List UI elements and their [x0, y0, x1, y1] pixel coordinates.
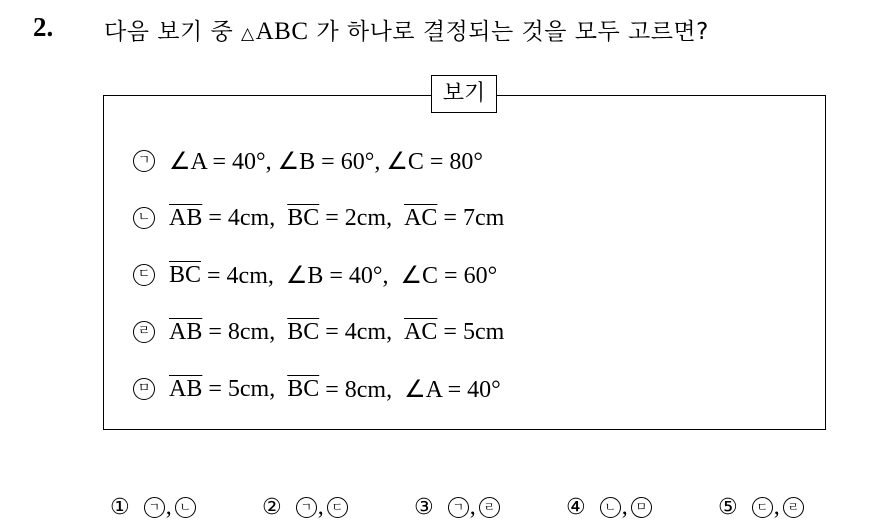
choice-5-number: ⑤ [718, 495, 738, 520]
choice-1-mark-b: ㄴ [175, 497, 196, 518]
condition-2-value-3: = 7cm [437, 204, 505, 231]
choice-5-mark-a: ㄷ [752, 497, 773, 518]
choice-4-separator: , [621, 494, 628, 520]
segment-ab: $\overline{AB}$ [169, 204, 203, 231]
choice-5[interactable] [718, 494, 804, 521]
condition-1-text: ∠A = 40°, ∠B = 60°, ∠C = 80° [169, 148, 483, 175]
question-text-before: 다음 보기 중 [104, 19, 242, 45]
condition-2-value-2: = 2cm, [319, 204, 405, 231]
condition-3-value-1: = 4cm, ∠B = 40°, ∠C = 60° [201, 262, 498, 289]
segment-bc: $\overline{BC}$ [287, 375, 320, 402]
condition-1 [133, 145, 483, 177]
condition-5 [133, 373, 501, 405]
segment-bc: $\overline{BC}$ [169, 261, 202, 288]
answer-choices [0, 494, 884, 524]
example-box-label: 보기 [431, 75, 497, 113]
choice-2-mark-a: ㄱ [296, 497, 317, 518]
condition-5-mark: ㅁ [133, 378, 155, 400]
choice-4-mark-a: ㄴ [600, 497, 621, 518]
triangle-name: ABC [255, 18, 309, 45]
segment-bc: $\overline{BC}$ [287, 318, 320, 345]
condition-3-mark: ㄷ [133, 264, 155, 286]
choice-4-number: ④ [566, 495, 586, 520]
choice-2[interactable] [262, 494, 348, 521]
choice-3-mark-b: ㄹ [479, 497, 500, 518]
choice-3-separator: , [469, 494, 476, 520]
question-text [104, 13, 709, 46]
choice-1-mark-a: ㄱ [144, 497, 165, 518]
question-number: 2. [33, 12, 54, 42]
question-text-after: 가 하나로 결정되는 것을 모두 고르면? [308, 19, 709, 45]
segment-ab: $\overline{AB}$ [169, 318, 203, 345]
choice-5-mark-b: ㄹ [783, 497, 804, 518]
choice-5-separator: , [773, 494, 780, 520]
condition-2 [133, 202, 504, 234]
choice-2-number: ② [262, 495, 282, 520]
condition-4 [133, 316, 504, 348]
segment-ac: $\overline{AC}$ [404, 318, 438, 345]
choice-2-separator: , [317, 494, 324, 520]
segment-bc: $\overline{BC}$ [287, 204, 320, 231]
condition-4-mark: ㄹ [133, 321, 155, 343]
condition-5-value-1: = 5cm, [202, 375, 288, 402]
condition-4-value-2: = 4cm, [319, 318, 405, 345]
choice-4-mark-b: ㅁ [631, 497, 652, 518]
condition-4-value-1: = 8cm, [202, 318, 288, 345]
condition-2-value-1: = 4cm, [202, 204, 288, 231]
condition-2-mark: ㄴ [133, 207, 155, 229]
segment-ab: $\overline{AB}$ [169, 375, 203, 402]
segment-ac: $\overline{AC}$ [404, 204, 438, 231]
condition-5-value-2: = 8cm, ∠A = 40° [319, 376, 501, 403]
choice-4[interactable] [566, 494, 652, 521]
choice-3-mark-a: ㄱ [448, 497, 469, 518]
choice-2-mark-b: ㄷ [327, 497, 348, 518]
condition-3 [133, 259, 497, 291]
choice-3-number: ③ [414, 495, 434, 520]
choice-1-separator: , [165, 494, 172, 520]
condition-4-value-3: = 5cm [437, 318, 505, 345]
choice-1-number: ① [110, 495, 130, 520]
condition-1-mark: ㄱ [133, 150, 155, 172]
triangle-symbol: △ [241, 24, 255, 44]
choice-1[interactable] [110, 494, 196, 521]
choice-3[interactable] [414, 494, 500, 521]
